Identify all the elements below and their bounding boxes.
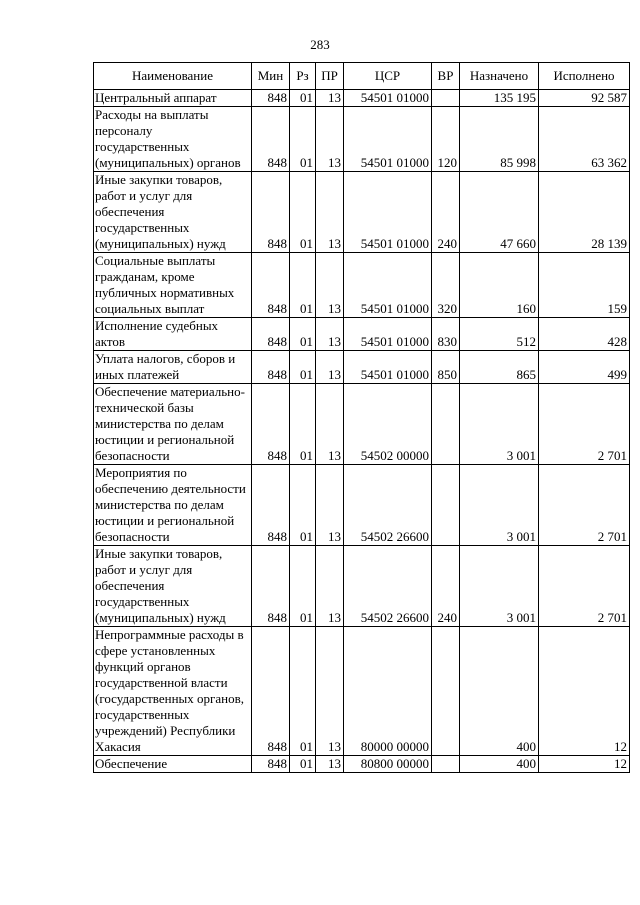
- cell-assigned: 3 001: [460, 465, 539, 546]
- cell-min: 848: [252, 107, 290, 172]
- cell-rz: 01: [290, 318, 316, 351]
- cell-rz: 01: [290, 465, 316, 546]
- cell-pr: 13: [316, 318, 344, 351]
- cell-csr: 54501 01000: [344, 318, 432, 351]
- cell-assigned: 3 001: [460, 384, 539, 465]
- cell-executed: 2 701: [539, 384, 630, 465]
- cell-rz: 01: [290, 546, 316, 627]
- cell-assigned: 160: [460, 253, 539, 318]
- cell-csr: 80000 00000: [344, 627, 432, 756]
- cell-rz: 01: [290, 756, 316, 773]
- cell-name: Иные закупки товаров, работ и услуг для обеспечения государственных (муниципальных) нужд: [94, 172, 252, 253]
- cell-csr: 54502 26600: [344, 465, 432, 546]
- cell-name: Центральный аппарат: [94, 90, 252, 107]
- header-name: Наименование: [94, 63, 252, 90]
- table-row: [94, 627, 630, 756]
- header-pr: ПР: [316, 63, 344, 90]
- cell-executed: 63 362: [539, 107, 630, 172]
- cell-executed: 12: [539, 756, 630, 773]
- cell-executed: 2 701: [539, 546, 630, 627]
- cell-vr: 850: [432, 351, 460, 384]
- cell-csr: 54502 26600: [344, 546, 432, 627]
- cell-vr: [432, 627, 460, 756]
- cell-vr: [432, 90, 460, 107]
- cell-rz: 01: [290, 627, 316, 756]
- cell-executed: 12: [539, 627, 630, 756]
- table-row: [94, 172, 630, 253]
- cell-csr: 54501 01000: [344, 90, 432, 107]
- cell-pr: 13: [316, 756, 344, 773]
- cell-name: Обеспечение материально-технической базы министерства по делам юстиции и региональной безопасности: [94, 384, 252, 465]
- cell-name: Расходы на выплаты персоналу государственных (муниципальных) органов: [94, 107, 252, 172]
- cell-vr: [432, 384, 460, 465]
- cell-assigned: 135 195: [460, 90, 539, 107]
- cell-vr: 320: [432, 253, 460, 318]
- cell-executed: 2 701: [539, 465, 630, 546]
- header-min: Мин: [252, 63, 290, 90]
- cell-assigned: 400: [460, 756, 539, 773]
- cell-pr: 13: [316, 107, 344, 172]
- cell-vr: 120: [432, 107, 460, 172]
- table-row: [94, 756, 630, 773]
- cell-min: 848: [252, 627, 290, 756]
- table-row: [94, 384, 630, 465]
- cell-name: Мероприятия по обеспечению деятельности министерства по делам юстиции и региональной безопасности: [94, 465, 252, 546]
- cell-assigned: 85 998: [460, 107, 539, 172]
- cell-csr: 80800 00000: [344, 756, 432, 773]
- cell-rz: 01: [290, 90, 316, 107]
- cell-vr: 240: [432, 172, 460, 253]
- page-number: 283: [310, 37, 330, 52]
- cell-vr: [432, 465, 460, 546]
- cell-name: Непрограммные расходы в сфере установленных функций органов государственной власти (государственных органов, государственных учреждений) Республики Хакасия: [94, 627, 252, 756]
- cell-csr: 54502 00000: [344, 384, 432, 465]
- cell-rz: 01: [290, 107, 316, 172]
- cell-rz: 01: [290, 172, 316, 253]
- cell-min: 848: [252, 384, 290, 465]
- header-executed: Исполнено: [539, 63, 630, 90]
- header-csr: ЦСР: [344, 63, 432, 90]
- cell-vr: 830: [432, 318, 460, 351]
- cell-pr: 13: [316, 384, 344, 465]
- cell-assigned: 865: [460, 351, 539, 384]
- cell-assigned: 400: [460, 627, 539, 756]
- cell-min: 848: [252, 90, 290, 107]
- table-row: [94, 318, 630, 351]
- cell-pr: 13: [316, 253, 344, 318]
- cell-pr: 13: [316, 351, 344, 384]
- cell-name: Обеспечение: [94, 756, 252, 773]
- cell-rz: 01: [290, 253, 316, 318]
- cell-rz: 01: [290, 351, 316, 384]
- cell-vr: [432, 756, 460, 773]
- cell-min: 848: [252, 253, 290, 318]
- cell-pr: 13: [316, 465, 344, 546]
- cell-name: Уплата налогов, сборов и иных платежей: [94, 351, 252, 384]
- table-row: [94, 465, 630, 546]
- table-header-row: [94, 63, 630, 90]
- cell-csr: 54501 01000: [344, 351, 432, 384]
- cell-min: 848: [252, 318, 290, 351]
- cell-assigned: 512: [460, 318, 539, 351]
- cell-executed: 92 587: [539, 90, 630, 107]
- table-row: [94, 107, 630, 172]
- cell-csr: 54501 01000: [344, 172, 432, 253]
- header-rz: Рз: [290, 63, 316, 90]
- cell-pr: 13: [316, 627, 344, 756]
- cell-min: 848: [252, 351, 290, 384]
- cell-executed: 28 139: [539, 172, 630, 253]
- cell-min: 848: [252, 172, 290, 253]
- cell-executed: 499: [539, 351, 630, 384]
- cell-name: Исполнение судебных актов: [94, 318, 252, 351]
- cell-name: Социальные выплаты гражданам, кроме публичных нормативных социальных выплат: [94, 253, 252, 318]
- cell-min: 848: [252, 756, 290, 773]
- cell-csr: 54501 01000: [344, 253, 432, 318]
- cell-rz: 01: [290, 384, 316, 465]
- cell-pr: 13: [316, 90, 344, 107]
- cell-assigned: 3 001: [460, 546, 539, 627]
- header-assigned: Назначено: [460, 63, 539, 90]
- cell-executed: 428: [539, 318, 630, 351]
- cell-min: 848: [252, 465, 290, 546]
- table-row: [94, 351, 630, 384]
- cell-min: 848: [252, 546, 290, 627]
- table-row: [94, 253, 630, 318]
- cell-pr: 13: [316, 172, 344, 253]
- header-vr: ВР: [432, 63, 460, 90]
- table-row: [94, 546, 630, 627]
- budget-table: [93, 62, 630, 773]
- cell-executed: 159: [539, 253, 630, 318]
- cell-csr: 54501 01000: [344, 107, 432, 172]
- cell-vr: 240: [432, 546, 460, 627]
- cell-assigned: 47 660: [460, 172, 539, 253]
- cell-pr: 13: [316, 546, 344, 627]
- table-row: [94, 90, 630, 107]
- cell-name: Иные закупки товаров, работ и услуг для обеспечения государственных (муниципальных) нужд: [94, 546, 252, 627]
